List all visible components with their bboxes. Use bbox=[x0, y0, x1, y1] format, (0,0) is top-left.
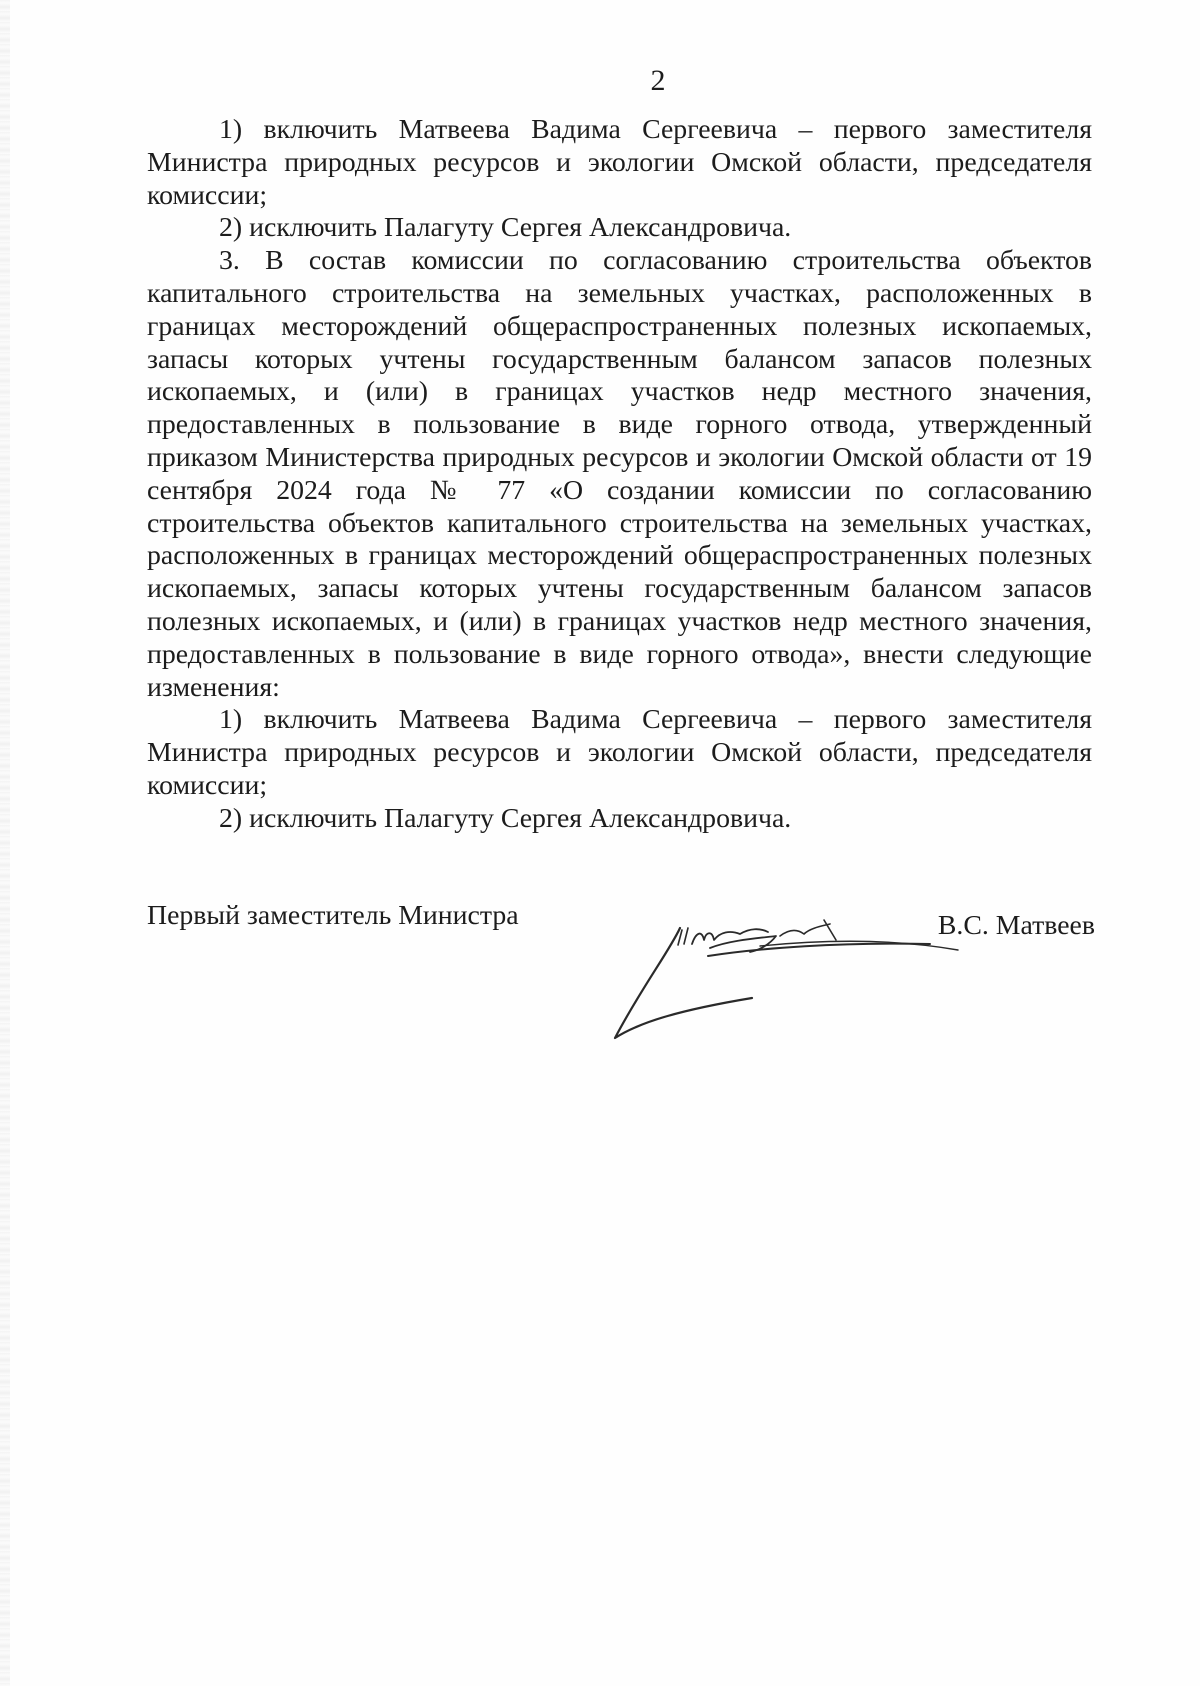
scan-edge bbox=[0, 0, 10, 1686]
paragraph-include-1: 1) включить Матвеева Вадима Сергеевича – первого заместителя Министра природных ресурсов и экологии Омской области, председателя комиссии; bbox=[147, 114, 1092, 211]
page-number: 2 bbox=[650, 64, 666, 97]
paragraph-item-3: 3. В состав комиссии по согласованию строительства объектов капитального строительства на земельных участках, расположенных в границах месторождений общераспространенных полезных ископаемых, запасы которых учтены государственным балансом запасов полезных ископаемых, и (или) в границах участков недр местного значения, предоставленных в пользование в виде горного отвода, утвержденный приказом Министерства природных ресурсов и экологии Омской области от 19 сентября 2024 года № 77 «О создании комиссии по согласованию строительства объектов капитального строительства на земельных участках, расположенных в границах месторождений общераспространенных полезных ископаемых, запасы которых учтены государственным балансом запасов полезных ископаемых, и (или) в границах участков недр местного значения, предоставленных в пользование в виде горного отвода», внести следующие изменения: bbox=[147, 245, 1092, 703]
signatory-position: Первый заместитель Министра bbox=[147, 900, 519, 931]
handwritten-signature bbox=[600, 910, 980, 1050]
paragraph-exclude-2: 2) исключить Палагуту Сергея Александровича. bbox=[219, 802, 792, 834]
document-body bbox=[147, 114, 1092, 836]
paragraph-include-2: 1) включить Матвеева Вадима Сергеевича – первого заместителя Министра природных ресурсов и экологии Омской области, председателя комиссии; bbox=[147, 704, 1092, 801]
signatory-name: В.С. Матвеев bbox=[937, 910, 1095, 941]
paragraph-exclude-1: 2) исключить Палагуту Сергея Александровича. bbox=[219, 212, 792, 244]
